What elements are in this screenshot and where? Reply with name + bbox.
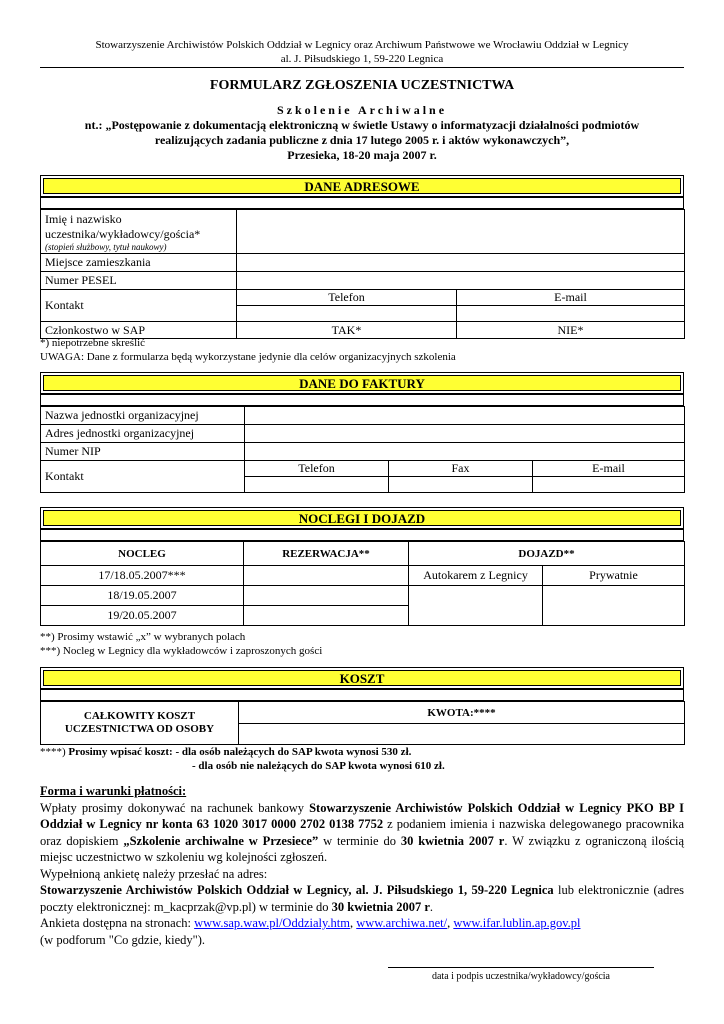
invoice-spacer: [40, 394, 684, 406]
phone-input[interactable]: [237, 306, 457, 322]
p3-d: .: [429, 899, 434, 914]
bank-account: Stowarzyszenie Archiwistów Polskich Oddział w Legnicy PKO BP I Oddział w Legnicy nr konta 63 1020 3017 0000 2702 0138 7752: [40, 800, 684, 831]
residence-label: Miejsce zamieszkania: [41, 254, 237, 272]
section-invoice-header: [40, 372, 684, 394]
form-title: FORMULARZ ZGŁOSZENIA UCZESTNICTWA: [209, 78, 515, 93]
p1-e: w terminie do: [318, 833, 401, 848]
col-reservation: REZERWACJA**: [244, 542, 409, 566]
phone-label: Telefon: [237, 290, 457, 306]
pesel-label: Numer PESEL: [41, 272, 237, 290]
name-hint: (stopień służbowy, tytuł naukowy): [45, 241, 167, 252]
p4-text: Ankieta dostępna na stronach:: [40, 916, 195, 930]
lodging-notes: [40, 630, 322, 658]
link-sap[interactable]: www.sap.waw.pl/Oddzialy.htm: [194, 916, 350, 930]
nip-input[interactable]: [245, 443, 685, 461]
invoice-contact-label: Kontakt: [41, 461, 245, 493]
header-divider: [40, 67, 684, 68]
travel-bus-label: Autokarem z Legnicy: [409, 566, 543, 586]
name-input[interactable]: [237, 210, 685, 254]
signature-line: data i podpis uczestnika/wykładowcy/gościa: [388, 967, 654, 982]
name-label: Imię i nazwisko uczestnika/wykładowcy/gościa*: [45, 211, 201, 241]
strike-note: *) niepotrzebne skreślić: [40, 337, 146, 349]
invoice-fax-input[interactable]: [389, 477, 533, 493]
sep-2: ,: [447, 916, 454, 930]
night-1: 17/18.05.2007***: [41, 566, 244, 586]
invoice-email-label: E-mail: [533, 461, 685, 477]
address-spacer: [40, 197, 684, 209]
invoice-fax-label: Fax: [389, 461, 533, 477]
postal-address: Stowarzyszenie Archiwistów Polskich Oddział w Legnicy, al. J. Piłsudskiego 1, 59-220 Legnica: [40, 883, 554, 897]
payment-paragraph-5: (w podforum "Co gdzie, kiedy").: [40, 932, 206, 947]
unit-address-label: Adres jednostki organizacyjnej: [41, 425, 245, 443]
p3-c: 30 kwietnia 2007 r: [331, 899, 430, 914]
subtitle-spaced: Szkolenie Archiwalne: [276, 103, 448, 117]
travel-bus-input[interactable]: [409, 586, 543, 626]
org-header-line2: al. J. Piłsudskiego 1, 59-220 Legnica: [280, 53, 444, 65]
address-notes: [40, 336, 456, 364]
subtitle-line3: Przesieka, 18-20 maja 2007 r.: [287, 148, 437, 162]
subtitle-line2: realizujących zadania publiczne z dnia 17 lutego 2005 r. i aktów wykonawczych”,: [154, 133, 570, 147]
p3-b: lub elektronicznie (adres poczty elektronicznej: m_kacprzak@vp.pl) w terminie do: [40, 883, 684, 914]
link-archiwa[interactable]: www.archiwa.net/: [356, 916, 448, 930]
reservation-1[interactable]: [244, 566, 409, 586]
section-lodging-header: [40, 507, 684, 529]
membership-label: Członkostwo w SAP: [41, 322, 237, 339]
section-address-header: [40, 175, 684, 197]
cost-spacer: [40, 689, 684, 701]
cost-note-1: Prosimy wpisać koszt: - dla osób należących do SAP kwota wynosi 530 zł.: [68, 746, 412, 758]
section-lodging-title: NOCLEGI I DOJAZD: [43, 510, 681, 526]
section-cost-title: KOSZT: [43, 670, 681, 686]
cost-note-2: - dla osób nie należących do SAP kwota wynosi 610 zł.: [192, 760, 445, 772]
payment-paragraph-1: [40, 800, 684, 866]
address-table: [40, 209, 685, 339]
lodging-table: [40, 541, 685, 626]
col-night: NOCLEG: [41, 542, 244, 566]
link-ifar[interactable]: www.ifar.lublin.ap.gov.pl: [453, 916, 581, 930]
email-input[interactable]: [457, 306, 685, 322]
org-header: [40, 38, 684, 66]
invoice-table: [40, 406, 685, 493]
p1-g: . W związku z ograniczoną ilością miejsc uczestnictwo w szkoleniu wg kolejności zgłoszeń.: [40, 833, 685, 864]
sep-1: ,: [350, 916, 357, 930]
payment-paragraph-4: [40, 915, 684, 932]
invoice-phone-input[interactable]: [245, 477, 389, 493]
membership-yes[interactable]: TAK*: [237, 322, 457, 339]
org-header-line1: Stowarzyszenie Archiwistów Polskich Oddział w Legnicy oraz Archiwum Państwowe we Wrocławiu Oddział w Legnicy: [95, 39, 629, 51]
invoice-phone-label: Telefon: [245, 461, 389, 477]
amount-input[interactable]: [239, 724, 685, 745]
payment-heading: Forma i warunki płatności:: [40, 784, 187, 798]
total-cost-label: CAŁKOWITY KOSZT UCZESTNICTWA OD OSOBY: [41, 702, 239, 745]
reservation-3[interactable]: [244, 606, 409, 626]
payment-section: [40, 783, 684, 948]
cost-table: [40, 701, 685, 745]
lodging-note-2: ***) Nocleg w Legnicy dla wykładowców i zaproszonych gości: [40, 645, 323, 657]
col-travel: DOJAZD**: [409, 542, 685, 566]
payment-paragraph-3: [40, 882, 684, 915]
p1-d: „Szkolenie archiwalne w Przesiece”: [123, 833, 319, 848]
residence-input[interactable]: [237, 254, 685, 272]
travel-private-label: Prywatnie: [543, 566, 685, 586]
travel-private-input[interactable]: [543, 586, 685, 626]
p1-c: z podaniem imienia i nazwiska delegowanego pracownika oraz dopiskiem: [40, 817, 684, 848]
lodging-spacer: [40, 529, 684, 541]
section-address-title: DANE ADRESOWE: [43, 178, 681, 194]
night-2: 18/19.05.2007: [41, 586, 244, 606]
section-invoice-title: DANE DO FAKTURY: [43, 375, 681, 391]
cost-notes: [40, 745, 684, 773]
privacy-note: UWAGA: Dane z formularza będą wykorzystane jedynie dla celów organizacyjnych szkolenia: [40, 351, 456, 363]
email-label: E-mail: [457, 290, 685, 306]
night-3: 19/20.05.2007: [41, 606, 244, 626]
name-label-cell: [41, 210, 237, 254]
p1-f: 30 kwietnia 2007 r: [400, 833, 505, 848]
membership-no[interactable]: NIE*: [457, 322, 685, 339]
unit-name-input[interactable]: [245, 407, 685, 425]
pesel-input[interactable]: [237, 272, 685, 290]
lodging-note-1: **) Prosimy wstawić „x” w wybranych polach: [40, 631, 246, 643]
amount-label: KWOTA:****: [239, 702, 685, 724]
payment-paragraph-2: Wypełnioną ankietę należy przesłać na adres:: [40, 866, 268, 881]
nip-label: Numer NIP: [41, 443, 245, 461]
cost-note-prefix: ****): [40, 746, 69, 758]
subtitle-line1: nt.: „Postępowanie z dokumentacją elektroniczną w świetle Ustawy o informatyzacji działalności podmiotów: [84, 118, 640, 132]
unit-address-input[interactable]: [245, 425, 685, 443]
unit-name-label: Nazwa jednostki organizacyjnej: [41, 407, 245, 425]
section-cost-header: [40, 667, 684, 689]
form-subtitle: [40, 103, 684, 163]
invoice-email-input[interactable]: [533, 477, 685, 493]
reservation-2[interactable]: [244, 586, 409, 606]
p1-a: Wpłaty prosimy dokonywać na rachunek bankowy: [40, 800, 310, 815]
contact-label: Kontakt: [41, 290, 237, 322]
